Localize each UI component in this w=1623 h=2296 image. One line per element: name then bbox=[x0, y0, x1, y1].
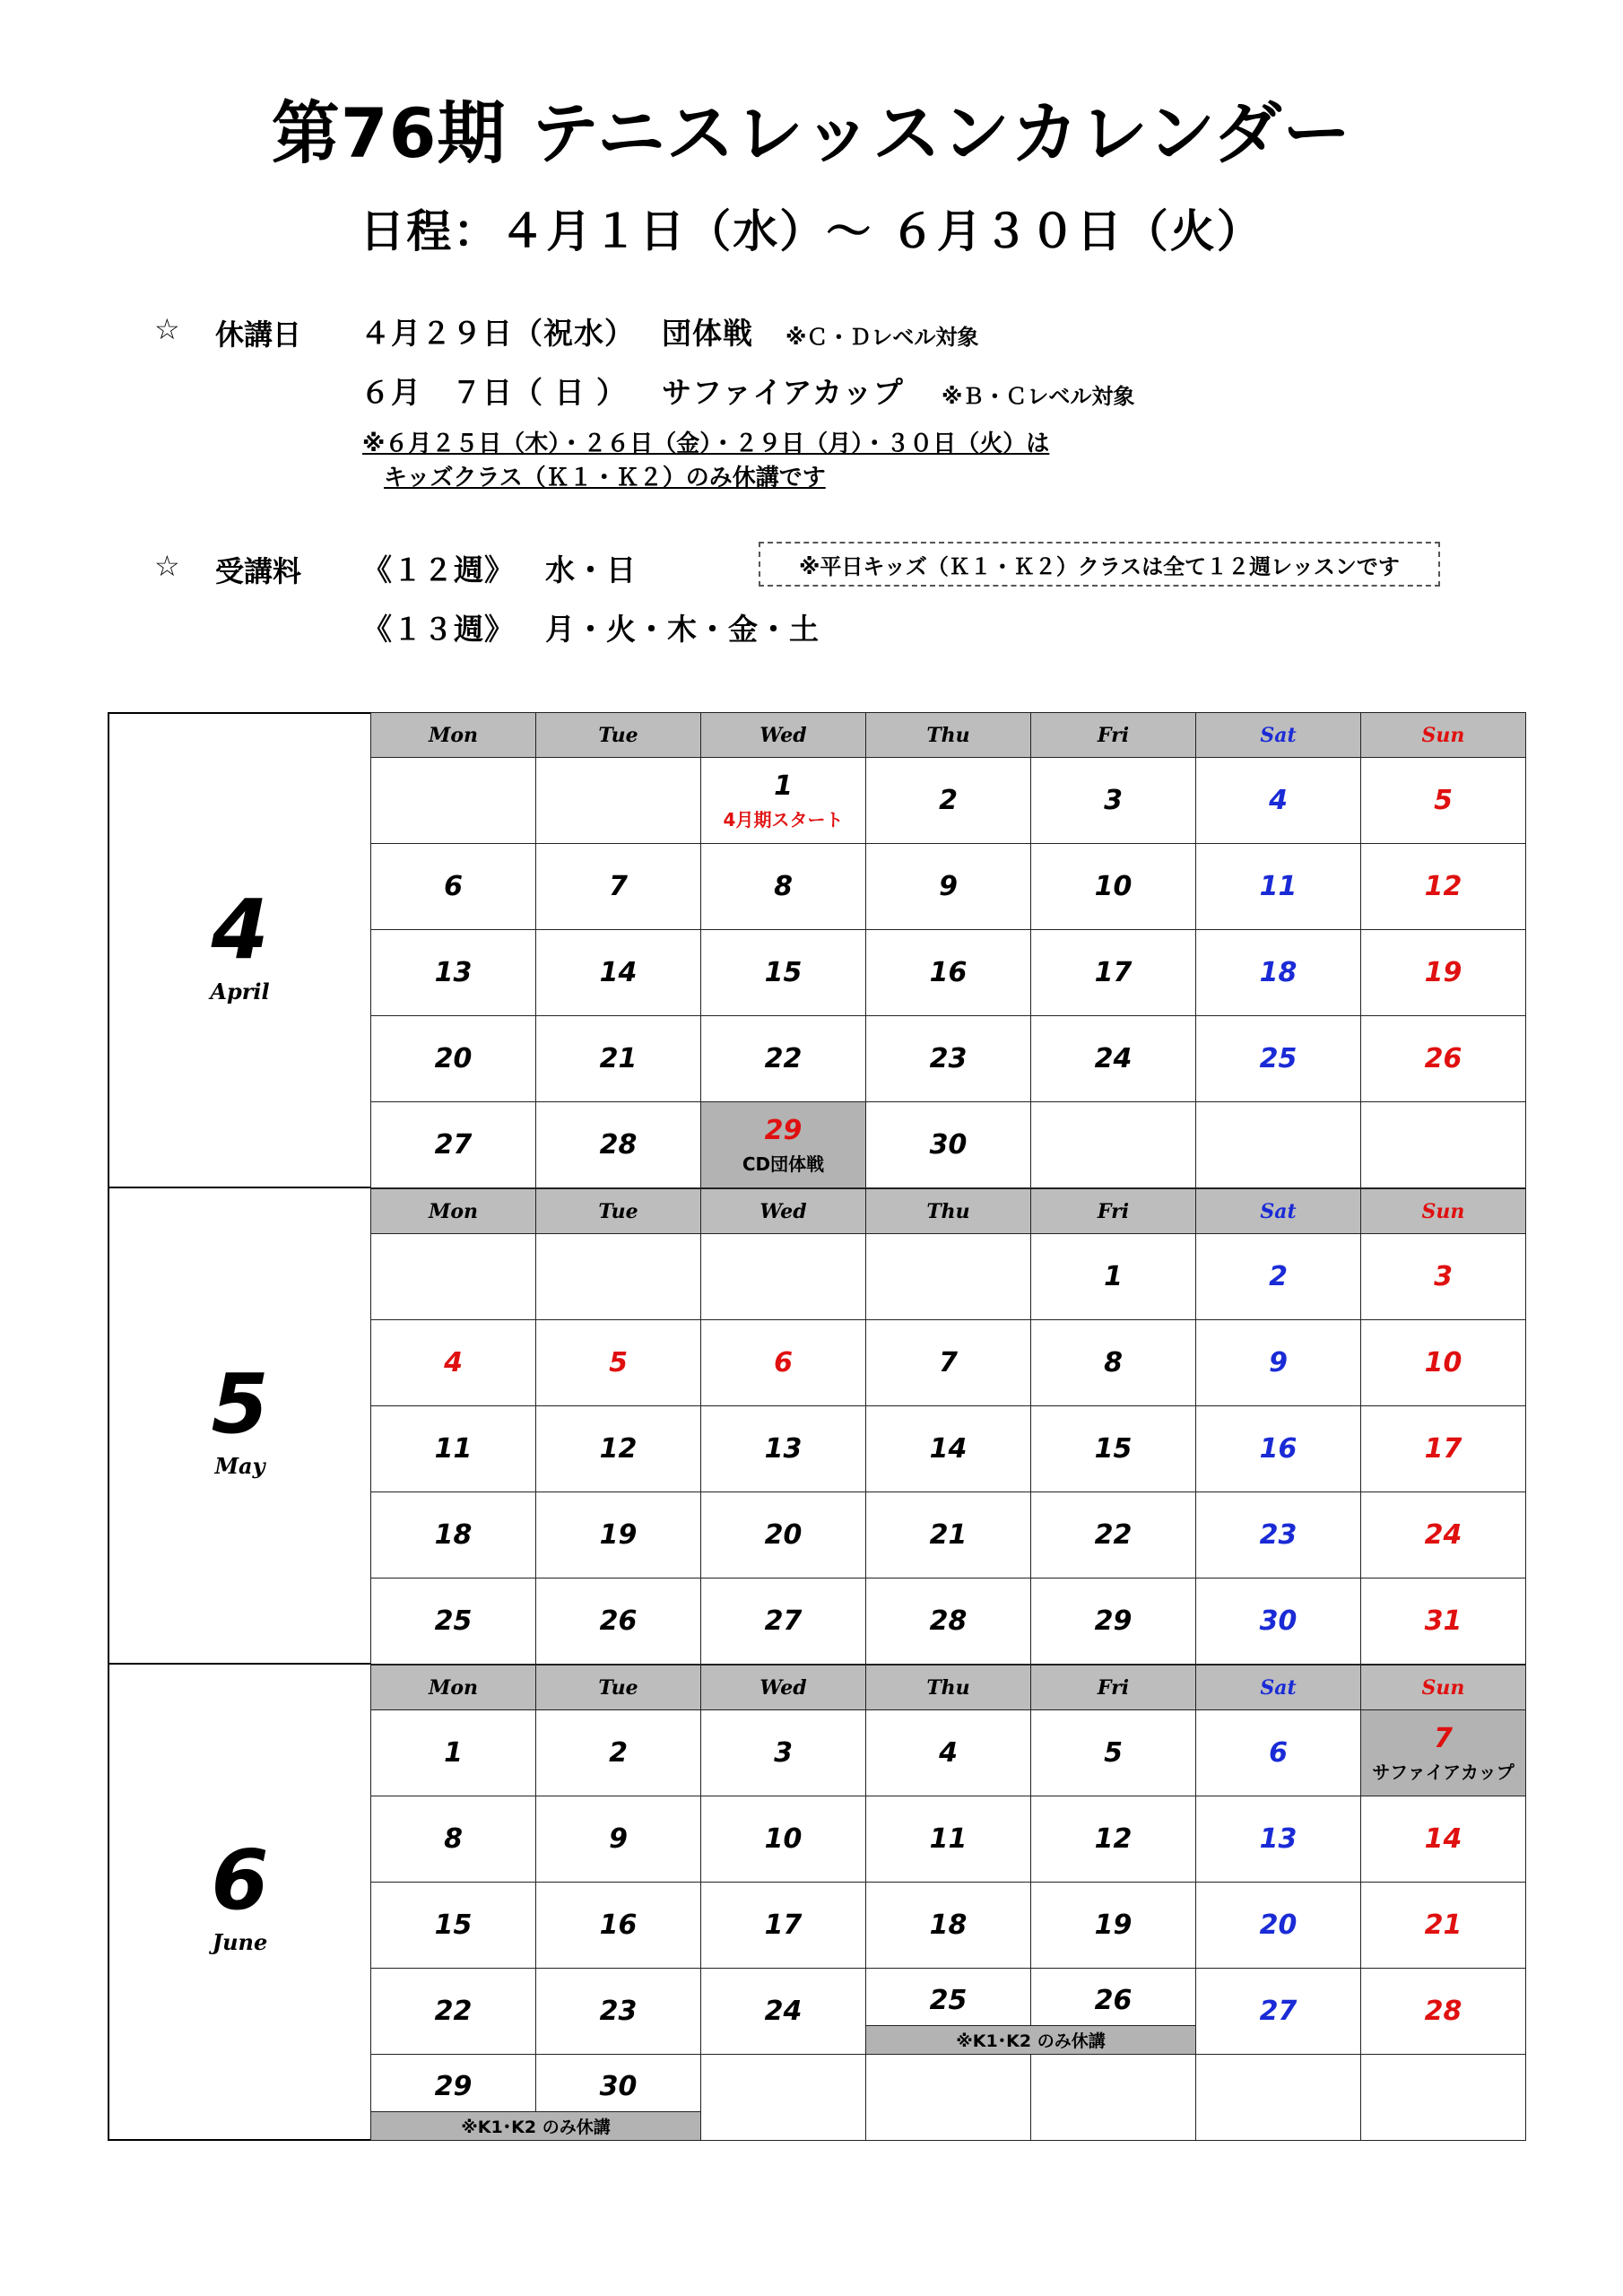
month-name: April bbox=[210, 978, 270, 1004]
day-cell bbox=[535, 1578, 701, 1665]
weekday-header-sun: Sun bbox=[1360, 1188, 1526, 1234]
day-number: 22 bbox=[1094, 1519, 1133, 1551]
fees-13-days: 月・火・木・金・土 bbox=[545, 612, 820, 647]
day-cell bbox=[370, 1578, 536, 1665]
day-number: 6 bbox=[774, 1347, 793, 1378]
month-number: 5 bbox=[211, 1356, 269, 1452]
weekday-header-sat: Sat bbox=[1195, 1188, 1361, 1234]
day-number: 5 bbox=[609, 1347, 628, 1378]
day-number: 30 bbox=[929, 1129, 968, 1161]
weekday-header-sat: Sat bbox=[1195, 1665, 1361, 1710]
day-event-label: CD団体戦 bbox=[742, 1152, 825, 1175]
weekday-header-mon: Mon bbox=[370, 1188, 536, 1234]
month-label-may bbox=[108, 1188, 370, 1665]
day-number: 8 bbox=[774, 871, 793, 902]
day-cell bbox=[1360, 929, 1526, 1016]
day-cell bbox=[535, 1882, 701, 1969]
day-number: 27 bbox=[434, 1129, 473, 1161]
month-name: May bbox=[214, 1453, 265, 1479]
day-cell bbox=[1195, 1796, 1361, 1883]
day-number: 3 bbox=[1434, 1261, 1453, 1292]
day-cell bbox=[370, 1405, 536, 1492]
day-cell bbox=[1195, 1015, 1361, 1102]
fees-label: 受講料 bbox=[215, 554, 302, 588]
day-number: 13 bbox=[434, 957, 473, 988]
day-cell bbox=[370, 929, 536, 1016]
day-cell bbox=[535, 929, 701, 1016]
day-cell bbox=[1030, 1405, 1196, 1492]
day-cell bbox=[1360, 1015, 1526, 1102]
day-number: 25 bbox=[929, 1985, 968, 2016]
day-cell bbox=[1030, 757, 1196, 844]
day-number: 4 bbox=[444, 1347, 463, 1378]
day-cell bbox=[535, 1709, 701, 1796]
day-number: 19 bbox=[1424, 957, 1462, 988]
day-cell bbox=[1030, 1101, 1196, 1188]
day-cell bbox=[1030, 1319, 1196, 1406]
day-number: 24 bbox=[1424, 1519, 1462, 1551]
day-cell bbox=[865, 843, 1031, 930]
day-cell bbox=[700, 1709, 866, 1796]
day-number: 15 bbox=[434, 1909, 473, 1941]
day-cell bbox=[1360, 1319, 1526, 1406]
weekday-header-thu: Thu bbox=[865, 1188, 1031, 1234]
day-cell bbox=[1195, 1578, 1361, 1665]
kids-closure-note-2: キッズクラス（Ｋ１・Ｋ２）のみ休講です bbox=[384, 465, 826, 491]
kids-closure-note-1: ※６月２５日（木）・２６日（金）・２９日（月）・３０日（火）は bbox=[362, 430, 1050, 457]
day-cell bbox=[1195, 1319, 1361, 1406]
day-number: 5 bbox=[1104, 1737, 1123, 1769]
day-cell bbox=[1360, 1233, 1526, 1320]
day-cell bbox=[1360, 1709, 1526, 1796]
day-cell bbox=[1030, 1796, 1196, 1883]
day-cell bbox=[865, 1319, 1031, 1406]
kids-closure-band: ※K1･K2 のみ休講 bbox=[370, 2111, 701, 2141]
day-cell bbox=[1195, 757, 1361, 844]
day-number: 17 bbox=[1424, 1433, 1462, 1465]
day-cell bbox=[1030, 1882, 1196, 1969]
day-number: 2 bbox=[939, 785, 958, 816]
day-cell bbox=[700, 1796, 866, 1883]
day-cell bbox=[370, 1492, 536, 1578]
day-cell bbox=[1360, 1968, 1526, 2055]
day-number: 8 bbox=[444, 1823, 463, 1855]
day-cell bbox=[1030, 1578, 1196, 1665]
day-number: 6 bbox=[1269, 1737, 1288, 1769]
weekday-header-fri: Fri bbox=[1030, 1665, 1196, 1710]
day-number: 28 bbox=[1424, 1996, 1462, 2027]
day-cell bbox=[535, 1405, 701, 1492]
day-cell bbox=[1030, 1015, 1196, 1102]
day-cell bbox=[535, 843, 701, 930]
kids-weeks-note: ※平日キッズ（Ｋ１・Ｋ２）クラスは全て１２週レッスンです bbox=[759, 542, 1440, 587]
day-cell bbox=[1360, 1405, 1526, 1492]
day-cell bbox=[1195, 843, 1361, 930]
day-number: 19 bbox=[599, 1519, 638, 1551]
day-cell bbox=[700, 1015, 866, 1102]
day-number: 16 bbox=[929, 957, 968, 988]
day-number: 17 bbox=[1094, 957, 1133, 988]
day-cell bbox=[535, 1319, 701, 1406]
day-number: 10 bbox=[764, 1823, 803, 1855]
day-cell bbox=[370, 1233, 536, 1320]
day-cell bbox=[700, 843, 866, 930]
day-cell bbox=[1195, 1882, 1361, 1969]
lesson-calendar bbox=[108, 712, 1529, 2145]
day-cell bbox=[1360, 1796, 1526, 1883]
day-cell bbox=[1030, 1492, 1196, 1578]
day-cell bbox=[865, 1578, 1031, 1665]
day-number: 10 bbox=[1094, 871, 1133, 902]
day-cell bbox=[700, 1101, 866, 1188]
day-cell bbox=[1030, 1233, 1196, 1320]
kids-closure-band: ※K1･K2 のみ休講 bbox=[865, 2025, 1196, 2055]
day-cell bbox=[370, 1796, 536, 1883]
day-cell bbox=[700, 1968, 866, 2055]
month-label-june bbox=[108, 1665, 370, 2141]
fees-13-weeks: 《１３週》 bbox=[362, 612, 515, 647]
day-number: 1 bbox=[774, 770, 793, 802]
day-cell bbox=[1360, 2054, 1526, 2141]
day-number: 7 bbox=[609, 871, 628, 902]
holidays-label: 休講日 bbox=[215, 317, 302, 352]
day-number: 9 bbox=[609, 1823, 628, 1855]
day-cell bbox=[1360, 757, 1526, 844]
day-number: 26 bbox=[599, 1605, 638, 1637]
day-number: 17 bbox=[764, 1909, 803, 1941]
schedule-period: 日程：４月１日（水）～ ６月３０日（火） bbox=[360, 205, 1263, 257]
day-cell bbox=[1195, 1233, 1361, 1320]
day-number: 29 bbox=[1094, 1605, 1133, 1637]
month-label-april bbox=[108, 712, 370, 1188]
day-cell bbox=[865, 1709, 1031, 1796]
day-number: 21 bbox=[599, 1043, 638, 1074]
day-cell bbox=[700, 2054, 866, 2141]
day-cell bbox=[865, 1796, 1031, 1883]
day-number: 16 bbox=[1259, 1433, 1298, 1465]
day-number: 10 bbox=[1424, 1347, 1462, 1378]
day-number: 22 bbox=[434, 1996, 473, 2027]
day-cell bbox=[370, 1101, 536, 1188]
day-number: 20 bbox=[434, 1043, 473, 1074]
day-cell bbox=[1360, 1101, 1526, 1188]
weekday-header-wed: Wed bbox=[700, 1665, 866, 1710]
day-number: 11 bbox=[434, 1433, 473, 1465]
day-cell bbox=[1195, 1405, 1361, 1492]
day-number: 2 bbox=[609, 1737, 628, 1769]
day-number: 22 bbox=[764, 1043, 803, 1074]
weekday-header-tue: Tue bbox=[535, 712, 701, 758]
day-number: 1 bbox=[444, 1737, 463, 1769]
day-number: 4 bbox=[1269, 785, 1288, 816]
day-number: 9 bbox=[1269, 1347, 1288, 1378]
day-number: 2 bbox=[1269, 1261, 1288, 1292]
day-cell bbox=[1195, 1968, 1361, 2055]
weekday-header-tue: Tue bbox=[535, 1188, 701, 1234]
day-cell bbox=[1030, 843, 1196, 930]
day-number: 12 bbox=[1094, 1823, 1133, 1855]
day-cell bbox=[865, 1405, 1031, 1492]
day-cell bbox=[535, 1015, 701, 1102]
weekday-header-wed: Wed bbox=[700, 1188, 866, 1234]
day-number: 29 bbox=[764, 1114, 803, 1146]
day-cell bbox=[1195, 2054, 1361, 2141]
day-cell bbox=[700, 1882, 866, 1969]
day-event-label: 4月期スタート bbox=[723, 808, 844, 831]
day-number: 28 bbox=[929, 1605, 968, 1637]
day-cell bbox=[700, 1578, 866, 1665]
day-number: 20 bbox=[764, 1519, 803, 1551]
weekday-header-fri: Fri bbox=[1030, 1188, 1196, 1234]
day-cell bbox=[865, 1015, 1031, 1102]
day-number: 7 bbox=[1434, 1722, 1453, 1754]
day-number: 18 bbox=[929, 1909, 968, 1941]
weekday-header-sat: Sat bbox=[1195, 712, 1361, 758]
day-number: 12 bbox=[1424, 871, 1462, 902]
day-number: 14 bbox=[1424, 1823, 1462, 1855]
holiday-2-date: ６月 ７日（ 日 ） bbox=[360, 375, 627, 410]
day-number: 16 bbox=[599, 1909, 638, 1941]
page-title: 第76期 テニスレッスンカレンダー bbox=[271, 93, 1352, 173]
day-number: 5 bbox=[1434, 785, 1453, 816]
day-number: 24 bbox=[764, 1996, 803, 2027]
day-cell bbox=[865, 1492, 1031, 1578]
day-cell bbox=[535, 1492, 701, 1578]
holiday-2-note: ※Ｂ・Ｃレベル対象 bbox=[942, 384, 1135, 409]
day-cell bbox=[535, 1968, 701, 2055]
day-number: 30 bbox=[1259, 1605, 1298, 1637]
day-number: 25 bbox=[1259, 1043, 1298, 1074]
day-number: 19 bbox=[1094, 1909, 1133, 1941]
day-cell bbox=[370, 1319, 536, 1406]
day-cell bbox=[370, 1968, 536, 2055]
day-cell bbox=[865, 2054, 1031, 2141]
day-number: 6 bbox=[444, 871, 463, 902]
day-number: 9 bbox=[939, 871, 958, 902]
day-number: 20 bbox=[1259, 1909, 1298, 1941]
weekday-header-mon: Mon bbox=[370, 1665, 536, 1710]
day-number: 28 bbox=[599, 1129, 638, 1161]
day-number: 26 bbox=[1094, 1985, 1133, 2016]
day-cell bbox=[865, 929, 1031, 1016]
day-number: 27 bbox=[1259, 1996, 1298, 2027]
weekday-header-tue: Tue bbox=[535, 1665, 701, 1710]
day-cell bbox=[865, 1882, 1031, 1969]
day-cell bbox=[865, 1101, 1031, 1188]
month-number: 4 bbox=[211, 882, 269, 978]
day-cell bbox=[1030, 1709, 1196, 1796]
day-cell bbox=[370, 1015, 536, 1102]
day-event-label: サファイアカップ bbox=[1372, 1761, 1515, 1783]
day-cell bbox=[1195, 929, 1361, 1016]
weekday-header-sun: Sun bbox=[1360, 712, 1526, 758]
day-cell bbox=[1360, 1492, 1526, 1578]
day-number: 3 bbox=[774, 1737, 793, 1769]
day-number: 14 bbox=[599, 957, 638, 988]
weekday-header-fri: Fri bbox=[1030, 712, 1196, 758]
day-cell bbox=[535, 1233, 701, 1320]
day-number: 26 bbox=[1424, 1043, 1462, 1074]
day-number: 3 bbox=[1104, 785, 1123, 816]
day-cell bbox=[370, 843, 536, 930]
day-number: 27 bbox=[764, 1605, 803, 1637]
day-number: 13 bbox=[764, 1433, 803, 1465]
day-cell bbox=[865, 757, 1031, 844]
day-number: 23 bbox=[1259, 1519, 1298, 1551]
day-cell bbox=[700, 757, 866, 844]
day-number: 18 bbox=[434, 1519, 473, 1551]
day-cell bbox=[700, 1405, 866, 1492]
weekday-header-thu: Thu bbox=[865, 712, 1031, 758]
day-number: 8 bbox=[1104, 1347, 1123, 1378]
star-icon: ☆ bbox=[154, 549, 180, 583]
day-number: 29 bbox=[434, 2071, 473, 2102]
day-number: 23 bbox=[599, 1996, 638, 2027]
day-cell bbox=[700, 1233, 866, 1320]
fees-12-days: 水・日 bbox=[545, 552, 637, 587]
weekday-header-wed: Wed bbox=[700, 712, 866, 758]
weekday-header-mon: Mon bbox=[370, 712, 536, 758]
day-cell bbox=[370, 757, 536, 844]
day-cell bbox=[1030, 2054, 1196, 2141]
day-number: 1 bbox=[1104, 1261, 1123, 1292]
holiday-1-date: ４月２９日（祝水） bbox=[360, 316, 635, 351]
day-number: 21 bbox=[1424, 1909, 1462, 1941]
day-cell bbox=[865, 1233, 1031, 1320]
day-number: 11 bbox=[1259, 871, 1298, 902]
holiday-2-event: サファイアカップ bbox=[662, 375, 904, 410]
day-number: 15 bbox=[1094, 1433, 1133, 1465]
day-cell bbox=[1195, 1709, 1361, 1796]
weekday-header-sun: Sun bbox=[1360, 1665, 1526, 1710]
day-cell bbox=[535, 1796, 701, 1883]
day-cell bbox=[1360, 1882, 1526, 1969]
day-cell bbox=[1360, 1578, 1526, 1665]
day-cell bbox=[700, 929, 866, 1016]
day-cell bbox=[700, 1492, 866, 1578]
day-cell bbox=[1030, 929, 1196, 1016]
day-number: 31 bbox=[1424, 1605, 1462, 1637]
day-number: 21 bbox=[929, 1519, 968, 1551]
day-number: 18 bbox=[1259, 957, 1298, 988]
day-number: 12 bbox=[599, 1433, 638, 1465]
holiday-1-note: ※Ｃ・Ｄレベル対象 bbox=[785, 325, 979, 350]
day-cell bbox=[535, 757, 701, 844]
day-cell bbox=[1195, 1101, 1361, 1188]
day-cell bbox=[370, 1882, 536, 1969]
day-number: 24 bbox=[1094, 1043, 1133, 1074]
day-cell bbox=[1195, 1492, 1361, 1578]
day-number: 23 bbox=[929, 1043, 968, 1074]
month-name: June bbox=[212, 1929, 268, 1955]
day-number: 11 bbox=[929, 1823, 968, 1855]
day-number: 4 bbox=[939, 1737, 958, 1769]
day-cell bbox=[535, 1101, 701, 1188]
day-number: 30 bbox=[599, 2071, 638, 2102]
day-cell bbox=[700, 1319, 866, 1406]
star-icon: ☆ bbox=[154, 312, 180, 346]
day-number: 25 bbox=[434, 1605, 473, 1637]
holiday-1-event: 団体戦 bbox=[662, 316, 753, 351]
day-number: 13 bbox=[1259, 1823, 1298, 1855]
fees-12-weeks: 《１２週》 bbox=[362, 552, 515, 587]
day-number: 15 bbox=[764, 957, 803, 988]
day-number: 7 bbox=[939, 1347, 958, 1378]
day-cell bbox=[370, 1709, 536, 1796]
weekday-header-thu: Thu bbox=[865, 1665, 1031, 1710]
month-number: 6 bbox=[211, 1832, 269, 1928]
day-number: 14 bbox=[929, 1433, 968, 1465]
day-cell bbox=[1360, 843, 1526, 930]
